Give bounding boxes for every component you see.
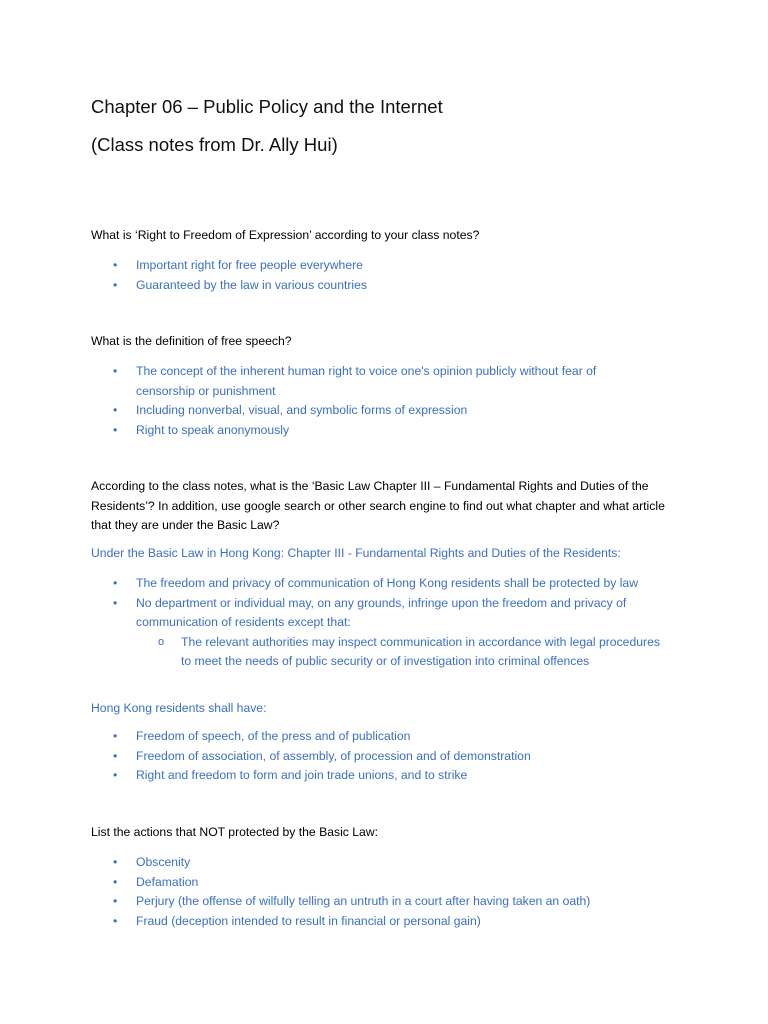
bullet-icon: • — [113, 576, 118, 590]
list-item: • The concept of the inherent human right to voice one's opinion publicly without fear of censorship or punishment — [113, 364, 597, 398]
answer-list-2 — [91, 362, 651, 440]
bullet-icon: • — [113, 855, 118, 869]
bullet-icon: • — [113, 913, 118, 928]
answer-list-4 — [91, 853, 691, 931]
question-3: According to the class notes, what is the ‘Basic Law Chapter III – Fundamental Rights and Duties of the Residents’? In addition, use google search or other search engine to find out what chapter and what article that they are under the Basic Law? — [91, 479, 665, 532]
answer-list-3 — [91, 574, 671, 672]
bullet-icon: • — [113, 403, 118, 417]
list-item: • Fraud (deception intended to result in financial or personal gain) — [91, 912, 691, 932]
answer-list-1 — [91, 256, 681, 295]
list-item: • No department or individual may, on any grounds, infringe upon the freedom and privacy of communication of residents except that: o The relevant authorities may inspect communication in accordance with legal procedures to meet the needs of public security or of investigation into criminal offences — [91, 594, 671, 672]
list-item: • Guaranteed by the law in various countries — [91, 276, 681, 296]
list-item: • Perjury (the offense of wilfully telling an untruth in a court after having taken an oath) — [91, 892, 691, 912]
question-4: List the actions that NOT protected by the Basic Law: — [91, 825, 379, 839]
bullet-icon: • — [113, 364, 118, 378]
bullet-icon: • — [113, 874, 118, 889]
answer-list-3b — [91, 727, 681, 786]
sub-list — [136, 633, 671, 672]
list-item: • The freedom and privacy of communication of Hong Kong residents shall be protected by law — [91, 574, 671, 594]
list-item: • Right to speak anonymously — [91, 421, 651, 441]
list-item: • Freedom of association, of assembly, of procession and of demonstration — [91, 747, 681, 767]
circle-bullet-icon: o — [158, 635, 165, 648]
question-1: What is ‘Right to Freedom of Expression’ according to your class notes? — [91, 228, 480, 242]
bullet-icon: • — [113, 729, 118, 743]
sub-list-item: o The relevant authorities may inspect communication in accordance with legal procedures to meet the needs of public security or of investigation into criminal offences — [158, 634, 660, 668]
bullet-icon: • — [113, 894, 118, 908]
list-item: • Defamation — [91, 873, 691, 893]
bullet-icon: • — [113, 422, 118, 437]
list-item: • Right and freedom to form and join trade unions, and to strike — [91, 766, 681, 786]
bullet-icon: • — [113, 277, 118, 292]
list-item: • Including nonverbal, visual, and symbolic forms of expression — [91, 401, 651, 421]
bullet-icon: • — [113, 595, 118, 610]
bullet-icon: • — [113, 748, 118, 763]
list-item: • Obscenity — [91, 853, 691, 873]
page-subtitle: (Class notes from Dr. Ally Hui) — [91, 134, 338, 155]
bullet-icon: • — [113, 768, 118, 782]
answer-intro-3: Under the Basic Law in Hong Kong: Chapter III - Fundamental Rights and Duties of the Residents: — [91, 546, 621, 560]
list-item: • Freedom of speech, of the press and of publication — [91, 727, 681, 747]
question-2: What is the definition of free speech? — [91, 334, 292, 348]
page-title: Chapter 06 – Public Policy and the Internet — [91, 96, 443, 117]
list-item: • Important right for free people everywhere — [91, 256, 681, 276]
answer-intro-3b: Hong Kong residents shall have: — [91, 701, 267, 715]
bullet-icon: • — [113, 258, 118, 272]
